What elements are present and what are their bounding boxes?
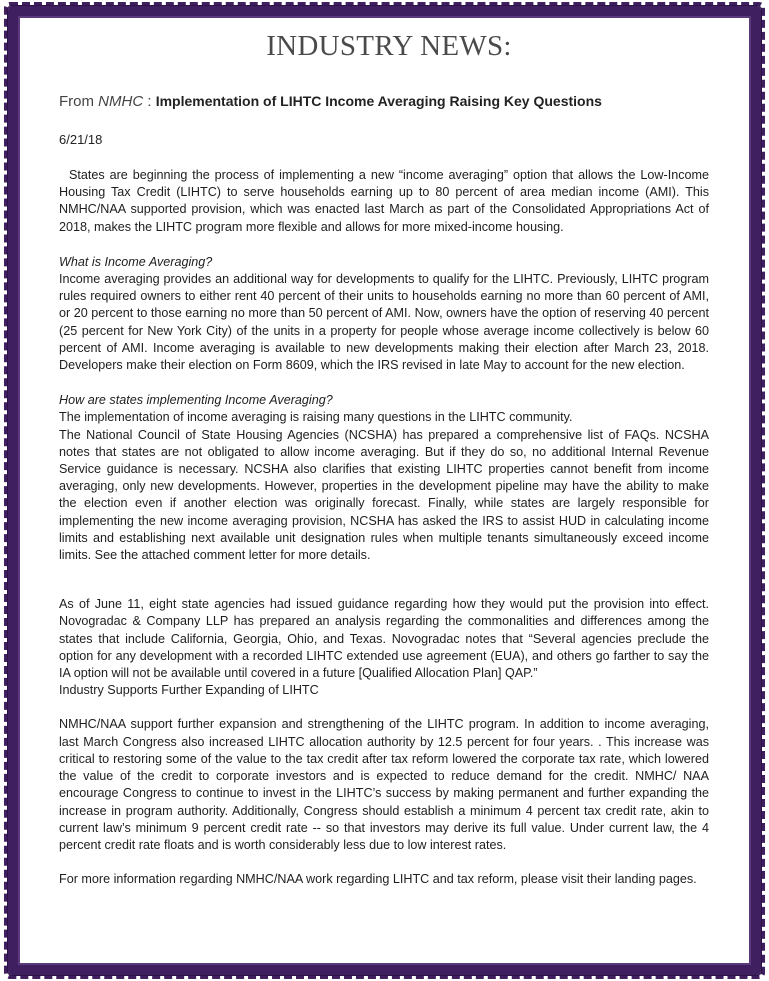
page-title: INDUSTRY NEWS: (266, 30, 512, 62)
article-headline: Implementation of LIHTC Income Averaging Raising Key Questions (155, 93, 602, 109)
question-income-averaging: What is Income Averaging? (59, 254, 213, 269)
document-content (59, 30, 709, 888)
more-info-paragraph: For more information regarding NMHC/NAA work regarding LIHTC and tax reform, please visit their landing pages. (59, 872, 697, 887)
answer-states-intro-line: The implementation of income averaging is raising many questions in the LIHTC community. (59, 410, 573, 425)
support-paragraph: NMHC/NAA support further expansion and strengthening of the LIHTC program. In addition to income averaging, last March Congress also increased LIHTC allocation authority by 12.5 percent for four years. . This increase was critical to restoring some of the value to the tax credit after tax reform lowered the corporate tax rate, which lowered the value of the credit to corporate investors and is expected to reduce demand for the credit. NMHC/ NAA encourage Congress to continue to invest in the LIHTC’s success by making permanent and further expanding the increase in program authority. Additionally, Congress should establish a minimum 4 percent tax credit rate, akin to current law’s minimum 9 percent credit rate -- so that investors may derive its full value. Under current law, the 4 percent credit rate floats and is worth considerably less due to low interest rates. (59, 717, 709, 852)
june-guidance-paragraph: As of June 11, eight state agencies had issued guidance regarding how they would put the provision into effect. Novogradac & Company LLP has prepared an analysis regarding the commonalities and differences among the states that include California, Georgia, Ohio, and Texas. Novogradac notes that “Several agencies preclude the option for any development with a recorded LIHTC extended use agreement (EUA), and others go farther to say the IA option will not be available until covered in a future [Qualified Allocation Plan] QAP.” (59, 597, 709, 681)
source-separator: : (143, 93, 156, 110)
article-date: 6/21/18 (59, 132, 103, 147)
article-byline (59, 93, 709, 110)
intro-paragraph: States are beginning the process of implementing a new “income averaging” option that allows the Low-Income Housing Tax Credit (LIHTC) to serve households earning up to 80 percent of area median income (AMI). This NMHC/NAA supported provision, which was enacted last March as part of the Consolidated Appropriations Act of 2018, makes the LIHTC program more flexible and allows for more mixed-income housing. (59, 168, 709, 234)
source-prefix: From (59, 93, 99, 110)
answer-states-body: The National Council of State Housing Agencies (NCSHA) has prepared a comprehensive list of FAQs. NCSHA notes that states are not obligated to allow income averaging. But if they do so, no additional Internal Revenue Service guidance is necessary. NCSHA also clarifies that existing LIHTC properties cannot benefit from income averaging, only new developments. However, properties in the development pipeline may have the ability to make the election even if another election was originally forecast. Finally, while states are largely responsible for implementing the new income averaging provision, NCSHA has asked the IRS to assist HUD in calculating income limits and establishing next available unit designation rules when multiple tenants simultaneously exceed income limits. See the attached comment letter for more details. (59, 427, 709, 563)
answer-income-averaging: Income averaging provides an additional way for developments to qualify for the LIHTC. Previously, LIHTC program rules required owners to either rent 40 percent of their units to households earning no more than 60 percent of AMI, or 20 percent to those earning no more than 50 percent of AMI. Now, owners have the option of reserving 40 percent (25 percent for New York City) of the units in a property for people whose average income collectively is below 60 percent of AMI. Income averaging is available to new developments making their election after March 23, 2018. Developers make their election on Form 8609, which the IRS revised in late May to account for the new election. (59, 272, 709, 373)
source-name: NMHC (98, 93, 144, 110)
industry-support-subhead: Industry Supports Further Expanding of LIHTC (59, 683, 319, 698)
question-states-implementing: How are states implementing Income Averaging? (59, 393, 333, 408)
